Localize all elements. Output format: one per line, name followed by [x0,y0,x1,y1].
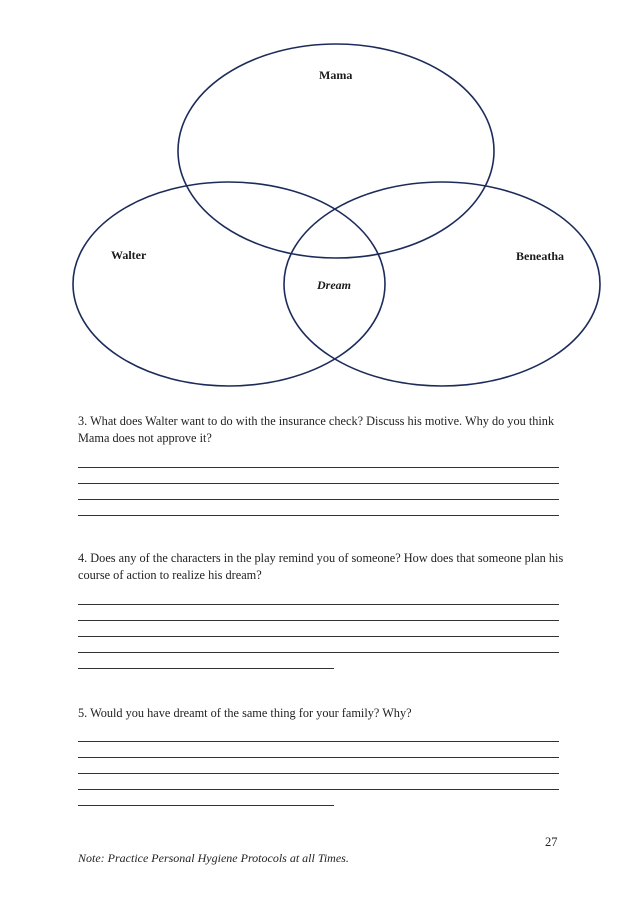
answer-line[interactable] [78,805,334,806]
venn-label-dream: Dream [317,278,351,292]
venn-label-beneatha: Beneatha [516,249,564,263]
venn-label-mama: Mama [319,68,353,82]
answer-line[interactable] [78,467,559,468]
answer-line[interactable] [78,668,334,669]
answer-line[interactable] [78,757,559,758]
question-4: 4. Does any of the characters in the play remind you of someone? How does that someone plan his course of action to realize his dream? [78,551,564,582]
venn-diagram [0,0,638,400]
question-5: 5. Would you have dreamt of the same thing for your family? Why? [78,706,412,720]
question-3: 3. What does Walter want to do with the insurance check? Discuss his motive. Why do you think Mama does not approve it? [78,414,555,445]
answer-line[interactable] [78,789,559,790]
answer-line[interactable] [78,620,559,621]
answer-line[interactable] [78,483,559,484]
answer-line[interactable] [78,741,559,742]
page-number: 27 [545,835,558,849]
answer-line[interactable] [78,499,559,500]
answer-line[interactable] [78,515,559,516]
venn-label-walter: Walter [111,248,147,262]
answer-line[interactable] [78,773,559,774]
answer-line[interactable] [78,604,559,605]
answer-line[interactable] [78,636,559,637]
footer-note: Note: Practice Personal Hygiene Protocols at all Times. [78,851,349,865]
answer-line[interactable] [78,652,559,653]
